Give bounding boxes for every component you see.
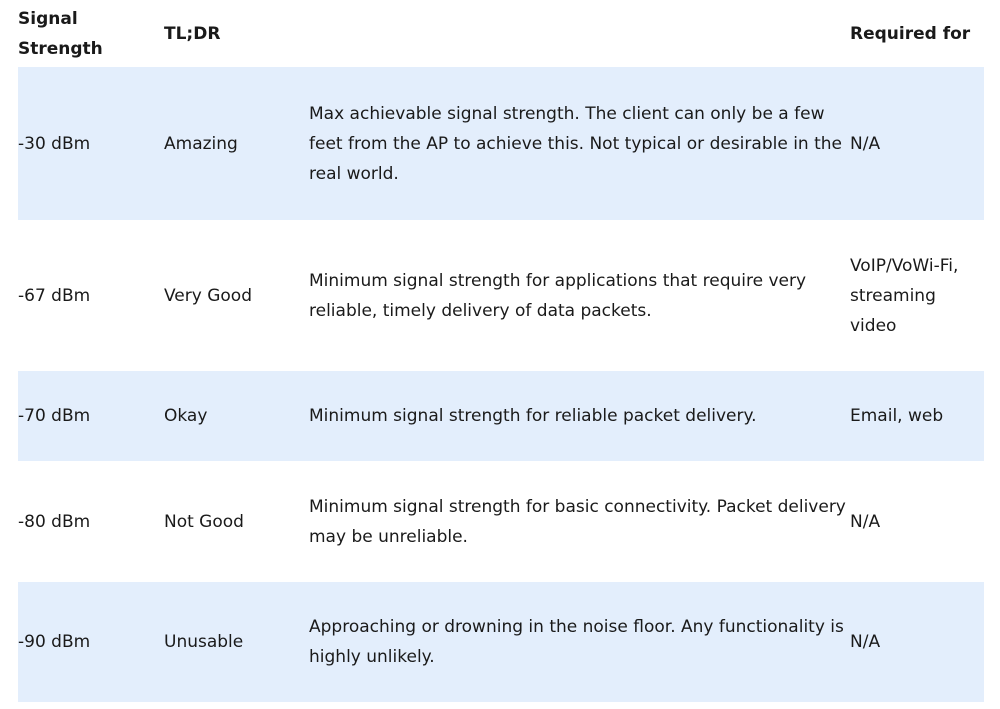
cell-tldr: Amazing: [164, 67, 309, 220]
cell-description: Minimum signal strength for reliable packet delivery.: [309, 371, 850, 461]
cell-description: Approaching or drowning in the noise floor. Any functionality is highly unlikely.: [309, 582, 850, 702]
header-required-for: Required for: [850, 23, 971, 44]
cell-tldr: Very Good: [164, 285, 252, 306]
cell-strength: -30 dBm: [18, 67, 164, 220]
signal-strength-table: [18, 0, 984, 702]
cell-strength: -67 dBm: [18, 285, 91, 306]
cell-description: Minimum signal strength for applications that require very reliable, timely delivery of data packets.: [309, 270, 807, 321]
cell-tldr: Unusable: [164, 582, 309, 702]
cell-required: N/A: [850, 582, 984, 702]
cell-strength: -70 dBm: [18, 371, 164, 461]
cell-required: VoIP/VoWi-Fi, streaming video: [850, 255, 959, 336]
header-tldr: TL;DR: [164, 23, 221, 44]
table-header-row: [18, 0, 984, 67]
cell-required: N/A: [850, 511, 881, 532]
table-row: [18, 461, 984, 582]
cell-tldr: Not Good: [164, 511, 244, 532]
cell-tldr: Okay: [164, 371, 309, 461]
cell-required: Email, web: [850, 371, 984, 461]
table-row: [18, 582, 984, 702]
table-row: [18, 371, 984, 461]
cell-strength: -80 dBm: [18, 511, 91, 532]
cell-required: N/A: [850, 67, 984, 220]
cell-strength: -90 dBm: [18, 582, 164, 702]
table-row: [18, 67, 984, 220]
header-signal-strength: Signal Strength: [18, 8, 103, 59]
cell-description: Minimum signal strength for basic connectivity. Packet delivery may be unreliable.: [309, 496, 846, 547]
table-row: [18, 220, 984, 371]
header-description: [309, 0, 850, 67]
cell-description: Max achievable signal strength. The client can only be a few feet from the AP to achieve this. Not typical or desirable in the real world.: [309, 67, 850, 220]
